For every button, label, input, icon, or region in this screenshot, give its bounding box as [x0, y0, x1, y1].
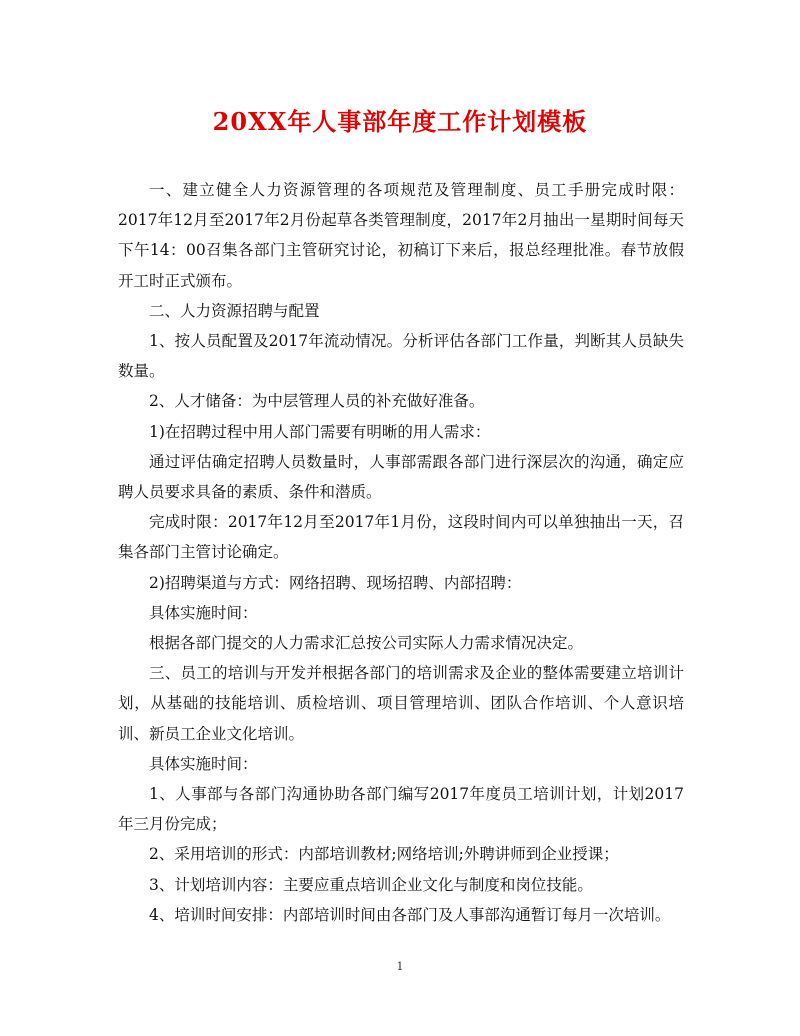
paragraph: 完成时限：2017年12月至2017年1月份，这段时间内可以单独抽出一天，召集各部门主管讨论确定。 — [118, 513, 684, 562]
paragraph: 具体实施时间： — [149, 603, 258, 622]
paragraph: 4、培训时间安排：内部培训时间由各部门及人事部沟通暂订每月一次培训。 — [149, 905, 671, 924]
paragraph: 通过评估确定招聘人员数量时，人事部需跟各部门进行深层次的沟通，确定应聘人员要求具备的素质、条件和潜质。 — [118, 452, 684, 502]
paragraph: 1、按人员配置及2017年流动情况。分析评估各部门工作量，判断其人员缺失数量。 — [118, 332, 684, 381]
paragraph: 2)招聘渠道与方式：网络招聘、现场招聘、内部招聘： — [149, 573, 522, 592]
section-heading: 三、员工的培训与开发并根据各部门的培训需求及企业的整体需要建立培训计划，从基础的技能培训、质检培训、项目管理培训、团队合作培训、个人意识培训、新员工企业文化培训。 — [118, 664, 684, 743]
section-heading: 二、人力资源招聘与配置 — [149, 301, 320, 320]
paragraph: 根据各部门提交的人力需求汇总按公司实际人力需求情况决定。 — [149, 634, 584, 653]
document-body — [118, 175, 684, 930]
paragraph: 一、建立健全人力资源管理的各项规范及管理制度、员工手册完成时限：2017年12月至2017年2月份起草各类管理制度，2017年2月抽出一星期时间每天下午14：00召集各部门主管研究讨论，初稿订下来后，报总经理批准。春节放假开工时正式颁布。 — [118, 181, 684, 290]
paragraph: 3、计划培训内容：主要应重点培训企业文化与制度和岗位技能。 — [149, 875, 593, 894]
paragraph: 具体实施时间： — [149, 754, 258, 773]
page-number: 1 — [396, 960, 404, 973]
paragraph: 1)在招聘过程中用人部门需要有明晰的用人需求： — [149, 422, 491, 441]
paragraph: 1、人事部与各部门沟通协助各部门编写2017年度员工培训计划，计划2017年三月份完成； — [118, 785, 684, 834]
paragraph: 2、人才储备：为中层管理人员的补充做好准备。 — [149, 392, 485, 411]
paragraph: 2、采用培训的形式：内部培训教材;网络培训;外聘讲师到企业授课； — [149, 845, 619, 864]
document-title: 20XX年人事部年度工作计划模板 — [212, 107, 588, 136]
